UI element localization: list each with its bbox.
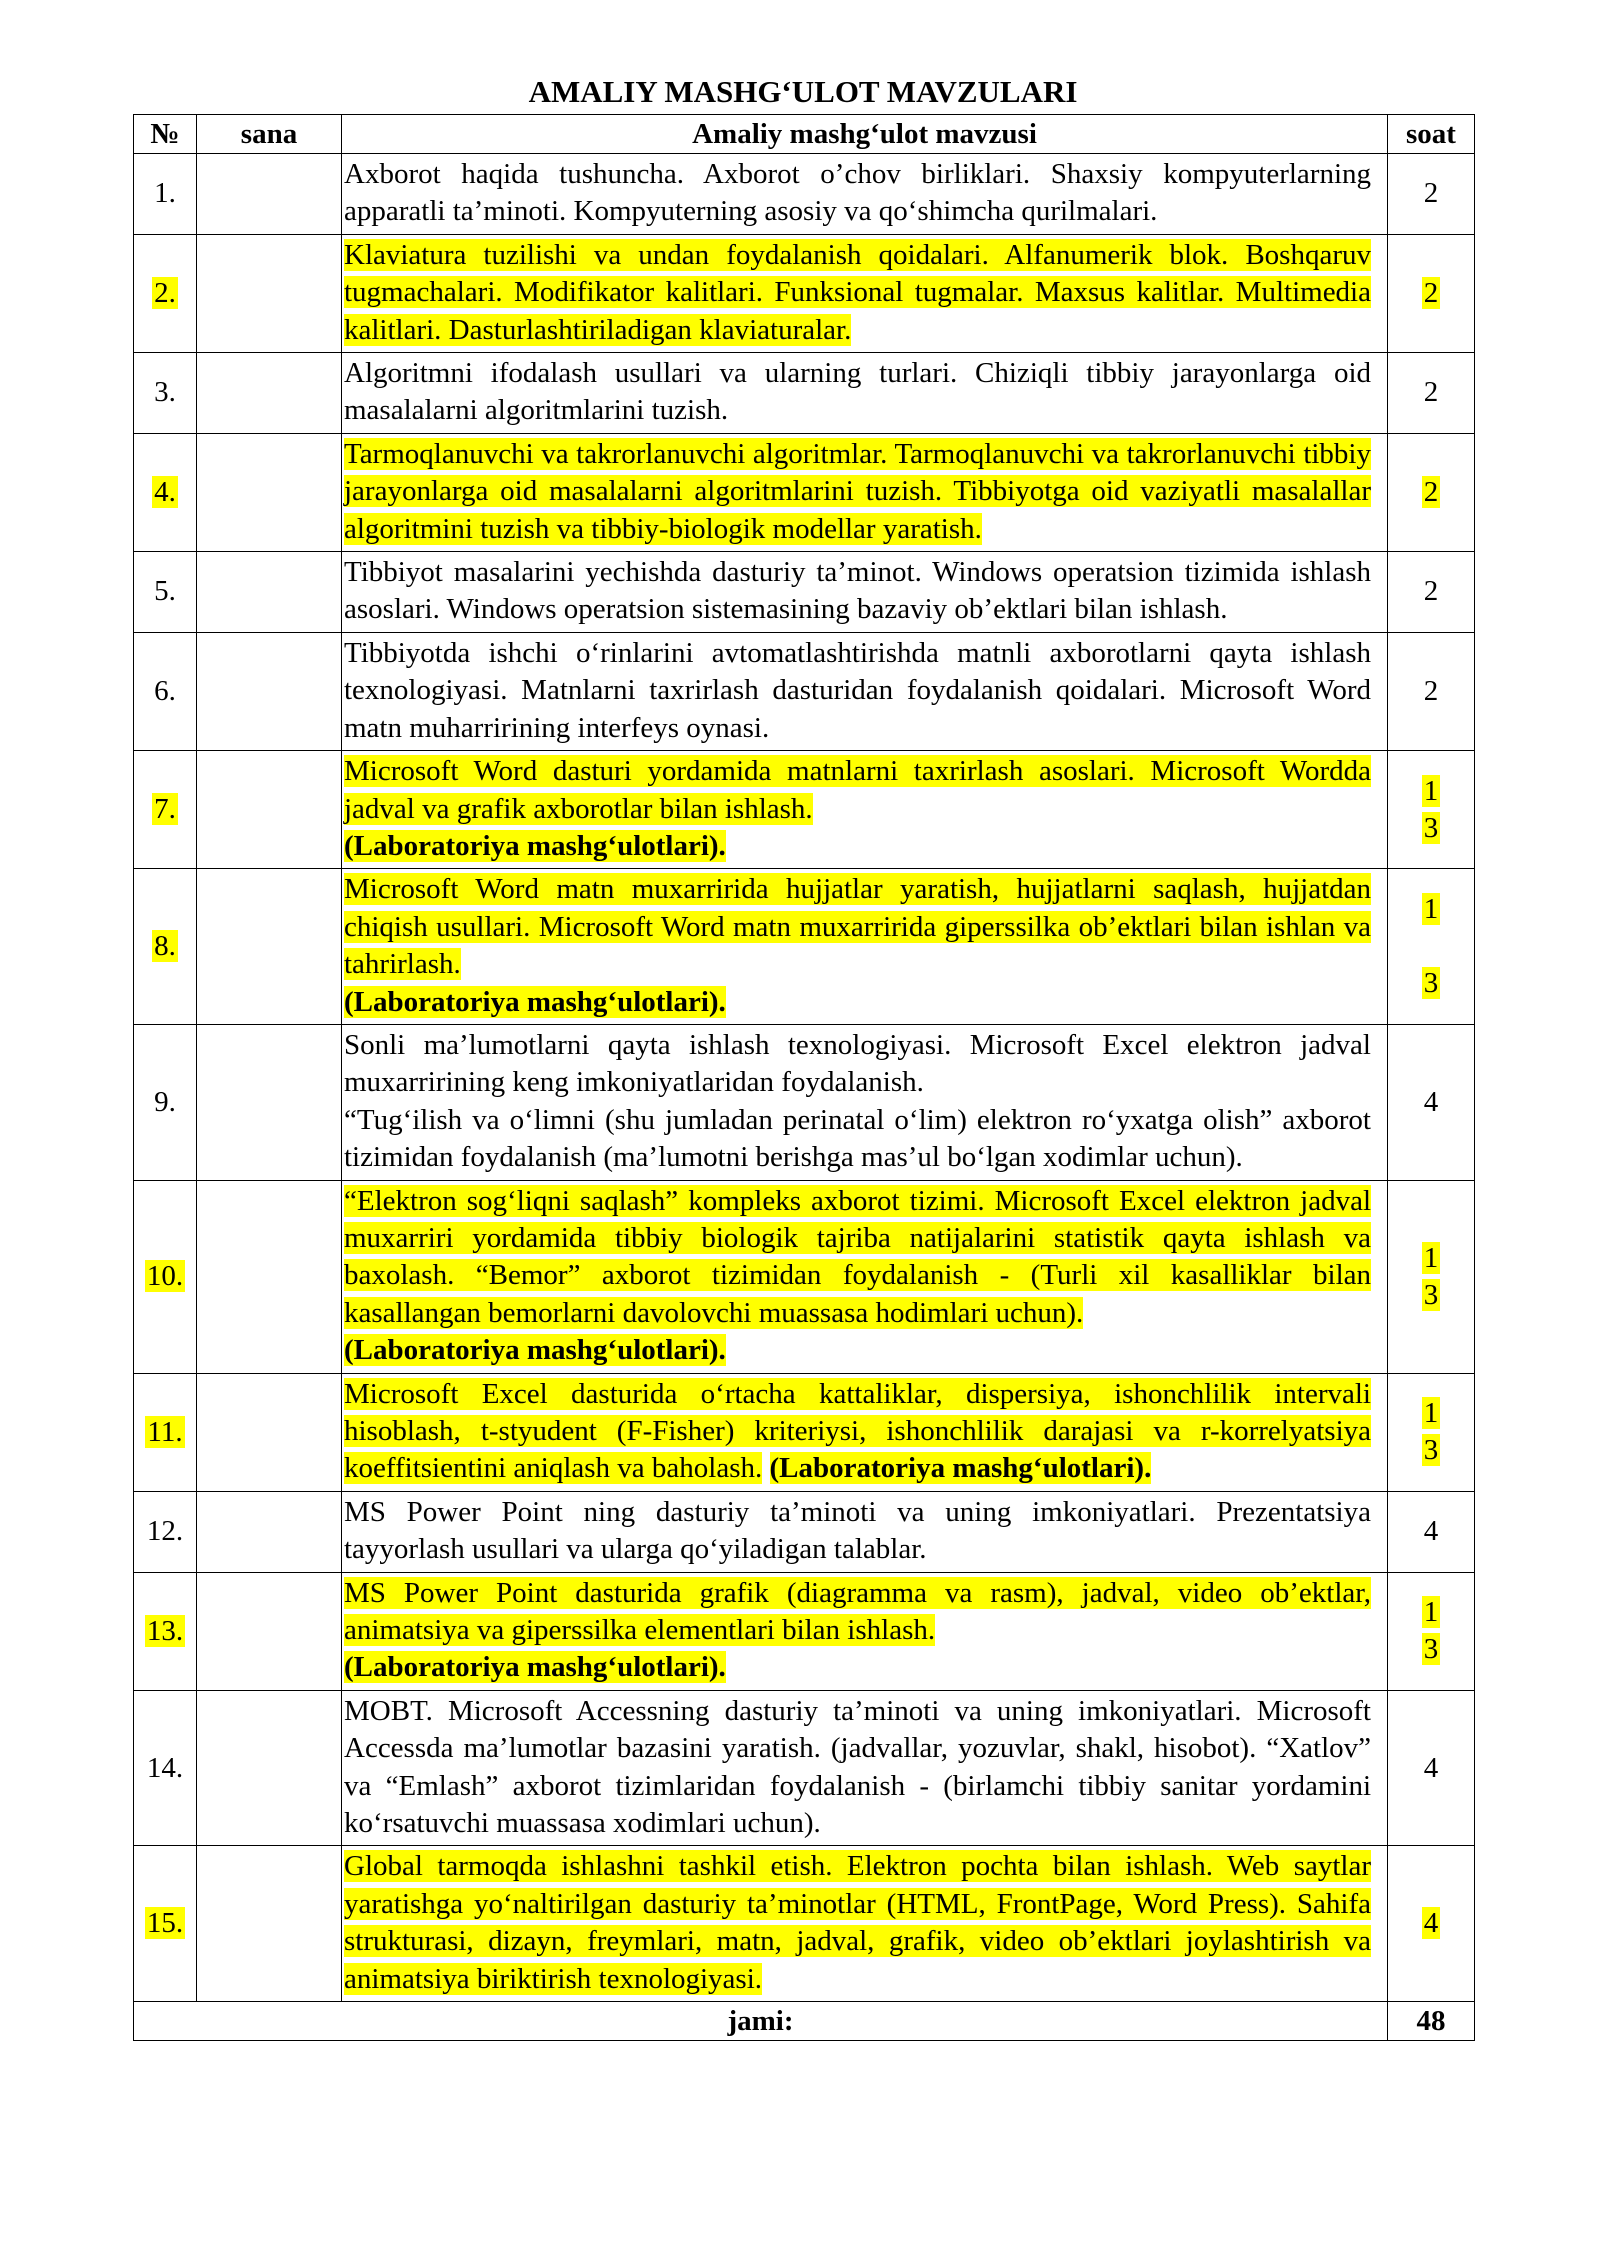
- row-number: [134, 1846, 197, 2002]
- row-date: [197, 1690, 342, 1846]
- table-row: [134, 1491, 1475, 1572]
- table-row: [134, 1572, 1475, 1690]
- row-hours: [1388, 433, 1475, 551]
- table-row: [134, 433, 1475, 551]
- row-topic: [342, 552, 1388, 633]
- table-row: [134, 353, 1475, 434]
- row-hours: [1388, 869, 1475, 1025]
- row-topic: [342, 154, 1388, 235]
- row-number-text: 7.: [154, 793, 176, 826]
- header-topic: Amaliy mashg‘ulot mavzusi: [342, 115, 1388, 154]
- row-number: [134, 1180, 197, 1373]
- row-hours: [1388, 1373, 1475, 1491]
- row-number-text: 1.: [154, 177, 176, 210]
- table-row: [134, 1373, 1475, 1491]
- row-topic-text: Global tarmoqda ishlashni tashkil etish. Elektron pochta bilan ishlash. Web saytlar yaratishga yo‘naltirilgan dasturiy ta’minotlar (HTML, FrontPage, Word Press). Sahifa strukturasi, dizayn, freymlari, matn, jadval, grafik, video ob’ektlari joylashtirish va animatsiya biriktirish texnologiyasi.: [344, 1850, 1371, 1995]
- row-number-text: 6.: [154, 674, 176, 707]
- row-hours-value: 2: [1423, 276, 1439, 309]
- row-date: [197, 1491, 342, 1572]
- row-date: [197, 552, 342, 633]
- row-number: [134, 632, 197, 750]
- table-row: [134, 154, 1475, 235]
- row-topic: [342, 1572, 1388, 1690]
- row-hours: [1388, 234, 1475, 352]
- table-body: [134, 154, 1475, 2002]
- row-topic-text: Axborot haqida tushuncha. Axborot o’chov birliklari. Shaxsiy kompyuterlarning apparatli ta’minoti. Kompyuterning asosiy va qo‘shimcha qurilmalari.: [344, 158, 1371, 228]
- row-number-text: 12.: [146, 1515, 184, 1548]
- row-hours-value: 4: [1423, 1907, 1439, 1940]
- row-date: [197, 1373, 342, 1491]
- row-topic: [342, 869, 1388, 1025]
- row-date: [197, 353, 342, 434]
- row-hours-value-2: 3: [1423, 1633, 1439, 1666]
- row-topic: [342, 751, 1388, 869]
- row-topic-text: MS Power Point ning dasturiy ta’minoti va uning imkoniyatlari. Prezentatsiya tayyorlash usullari va ularga qo‘yiladigan talablar.: [344, 1495, 1371, 1566]
- row-hours-value: 2: [1423, 674, 1439, 707]
- row-number: [134, 1024, 197, 1180]
- total-label: jami:: [134, 2002, 1388, 2041]
- header-hours: soat: [1388, 115, 1475, 154]
- page-title: AMALIY MASHG‘ULOT MAVZULARI: [528, 74, 1078, 109]
- row-hours: [1388, 751, 1475, 869]
- row-lab-label: (Laboratoriya mashg‘ulotlari).: [344, 985, 726, 1018]
- row-topic-text: MS Power Point dasturida grafik (diagramma va rasm), jadval, video ob’ektlar, animatsiya va giperssilka elementlari bilan ishlash.: [344, 1576, 1371, 1647]
- topics-table: [133, 114, 1475, 2041]
- row-topic-text: Microsoft Word dasturi yordamida matnlarni taxrirlash asoslari. Microsoft Wordda jadval va grafik axborotlar bilan ishlash.: [344, 755, 1371, 825]
- table-row: [134, 1180, 1475, 1373]
- table-header-row: [134, 115, 1475, 154]
- row-hours-value: 4: [1423, 1515, 1439, 1548]
- table-row: [134, 1846, 1475, 2002]
- row-lab-label: (Laboratoriya mashg‘ulotlari).: [769, 1452, 1152, 1485]
- row-topic-text: “Tug‘ilish va o‘limni (shu jumladan perinatal o‘lim) elektron ro‘yxatga olish” axborot tizimidan foydalanish (ma’lumotni berishga mas’ul bo‘lgan xodimlar uchun).: [344, 1103, 1371, 1174]
- row-number: [134, 1373, 197, 1491]
- row-date: [197, 1024, 342, 1180]
- row-topic-text: Sonli ma’lumotlarni qayta ishlash texnologiyasi. Microsoft Excel elektron jadval muxarririning keng imkoniyatlaridan foydalanish.: [344, 1028, 1371, 1099]
- row-number: [134, 751, 197, 869]
- row-date: [197, 751, 342, 869]
- row-hours: [1388, 1572, 1475, 1690]
- row-topic-text: Microsoft Excel dasturida o‘rtacha kattaliklar, dispersiya, ishonchlilik intervali hisoblash, t-styudent (F-Fisher) kriteriysi, ishonchlilik darajasi va r-korrelyatsiya koeffitsientini aniqlash va baholash.: [344, 1377, 1371, 1485]
- row-topic-text: Tarmoqlanuvchi va takrorlanuvchi algoritmlar. Tarmoqlanuvchi va takrorlanuvchi tibbiy jarayonlarga oid masalalarni algoritmlarini tuzish. Tibbiyotga oid vaziyatli masalallar algoritmini tuzish va tibbiy-biologik modellar yaratish.: [344, 437, 1371, 545]
- row-hours-value: 1: [1423, 1397, 1439, 1430]
- row-hours-value-2: 3: [1423, 967, 1439, 1000]
- row-topic-text: Algoritmni ifodalash usullari va ularning turlari. Chiziqli tibbiy jarayonlarga oid masalalarni algoritmlarini tuzish.: [344, 357, 1371, 427]
- row-number-text: 10.: [146, 1260, 184, 1293]
- row-hours-value: 1: [1423, 893, 1439, 926]
- row-hours-value: 2: [1423, 177, 1439, 210]
- row-number-text: 15.: [146, 1907, 184, 1940]
- row-hours-value: 2: [1423, 376, 1439, 409]
- table-row: [134, 552, 1475, 633]
- row-date: [197, 1180, 342, 1373]
- row-topic: [342, 353, 1388, 434]
- row-date: [197, 1846, 342, 2002]
- row-topic-text: “Elektron sog‘liqni saqlash” kompleks axborot tizimi. Microsoft Excel elektron jadval muxarriri yordamida tibbiy biologik tajriba natijalarini statistik qayta ishlash va baxolash. “Bemor” axborot tizimidan foydalanish - (Turli xil kasalliklar bilan kasallangan bemorlarni davolovchi muassasa hodimlari uchun).: [344, 1184, 1371, 1329]
- row-number-text: 5.: [154, 575, 176, 608]
- row-topic: [342, 1846, 1388, 2002]
- row-topic-text: Tibbiyot masalarini yechishda dasturiy ta’minot. Windows operatsion tizimida ishlash asoslari. Windows operatsion sistemasining bazaviy ob’ektlari bilan ishlash.: [344, 556, 1371, 626]
- row-topic-text: Klaviatura tuzilishi va undan foydalanish qoidalari. Alfanumerik blok. Boshqaruv tugmachalari. Modifikator kalitlari. Funksional tugmalar. Maxsus kalitlar. Multimedia kalitlari. Dasturlashtiriladigan klaviaturalar.: [344, 238, 1371, 346]
- row-number: [134, 869, 197, 1025]
- row-hours-value-2: 3: [1423, 1434, 1439, 1467]
- row-number: [134, 1491, 197, 1572]
- row-date: [197, 1572, 342, 1690]
- row-topic-text: Microsoft Word matn muxarririda hujjatlar yaratish, hujjatlarni saqlash, hujjatdan chiqish usullari. Microsoft Word matn muxarririda giperssilka ob’ektlari bilan ishlan va tahrirlash.: [344, 873, 1371, 981]
- row-hours-value: 1: [1423, 774, 1439, 807]
- row-number-text: 2.: [154, 276, 176, 309]
- row-hours: [1388, 1846, 1475, 2002]
- row-topic: [342, 1180, 1388, 1373]
- row-date: [197, 234, 342, 352]
- row-number-text: 11.: [147, 1415, 183, 1448]
- row-date: [197, 869, 342, 1025]
- row-lab-label: (Laboratoriya mashg‘ulotlari).: [344, 829, 726, 862]
- row-hours: [1388, 1491, 1475, 1572]
- row-hours-value: 4: [1423, 1751, 1439, 1784]
- row-hours: [1388, 353, 1475, 434]
- row-lab-label: (Laboratoriya mashg‘ulotlari).: [344, 1334, 726, 1367]
- row-hours: [1388, 1690, 1475, 1846]
- row-date: [197, 154, 342, 235]
- row-topic: [342, 234, 1388, 352]
- table-row: [134, 632, 1475, 750]
- row-topic: [342, 1690, 1388, 1846]
- row-topic: [342, 1491, 1388, 1572]
- row-number: [134, 1572, 197, 1690]
- row-number: [134, 552, 197, 633]
- row-number: [134, 1690, 197, 1846]
- row-hours-value-2: 3: [1423, 811, 1439, 844]
- row-number: [134, 234, 197, 352]
- row-number-text: 9.: [154, 1085, 176, 1118]
- row-date: [197, 433, 342, 551]
- row-topic: [342, 1373, 1388, 1491]
- total-value: 48: [1388, 2002, 1475, 2041]
- row-lab-label: (Laboratoriya mashg‘ulotlari).: [344, 1651, 726, 1684]
- row-hours: [1388, 632, 1475, 750]
- row-number-text: 4.: [154, 475, 176, 508]
- row-number-text: 3.: [154, 376, 176, 409]
- total-row: [134, 2002, 1475, 2041]
- row-hours-value: 2: [1423, 475, 1439, 508]
- row-hours-value: 2: [1423, 575, 1439, 608]
- row-number: [134, 433, 197, 551]
- row-hours-value: 1: [1423, 1241, 1439, 1274]
- table-row: [134, 234, 1475, 352]
- table-row: [134, 751, 1475, 869]
- row-hours: [1388, 1024, 1475, 1180]
- row-number-text: 8.: [154, 930, 176, 963]
- row-topic-text: MOBT. Microsoft Accessning dasturiy ta’minoti va uning imkoniyatlari. Microsoft Accessda ma’lumotlar bazasini yaratish. (jadvallar, yozuvlar, shakl, hisobot). “Xatlov” va “Emlash” axborot tizimlaridan foydalanish - (birlamchi tibbiy sanitar yordamini ko‘rsatuvchi muassasa xodimlari uchun).: [344, 1694, 1371, 1840]
- row-hours-value-2: 3: [1423, 1278, 1439, 1311]
- row-topic-text: Tibbiyotda ishchi o‘rinlarini avtomatlashtirishda matnli axborotlarni qayta ishlash texnologiyasi. Matnlarni taxrirlash dasturidan foydalanish qoidalari. Microsoft Word matn muharririning interfeys oynasi.: [344, 636, 1371, 744]
- row-number: [134, 353, 197, 434]
- row-topic: [342, 632, 1388, 750]
- table-row: [134, 1024, 1475, 1180]
- row-hours: [1388, 154, 1475, 235]
- row-number: [134, 154, 197, 235]
- header-number: №: [134, 115, 197, 154]
- table-row: [134, 869, 1475, 1025]
- row-number-text: 14.: [146, 1751, 184, 1784]
- row-date: [197, 632, 342, 750]
- row-number-text: 13.: [146, 1614, 184, 1647]
- table-row: [134, 1690, 1475, 1846]
- row-hours: [1388, 1180, 1475, 1373]
- row-hours: [1388, 552, 1475, 633]
- row-hours-value: 1: [1423, 1596, 1439, 1629]
- row-topic: [342, 433, 1388, 551]
- header-date: sana: [197, 115, 342, 154]
- row-topic: [342, 1024, 1388, 1180]
- row-hours-value: 4: [1423, 1085, 1439, 1118]
